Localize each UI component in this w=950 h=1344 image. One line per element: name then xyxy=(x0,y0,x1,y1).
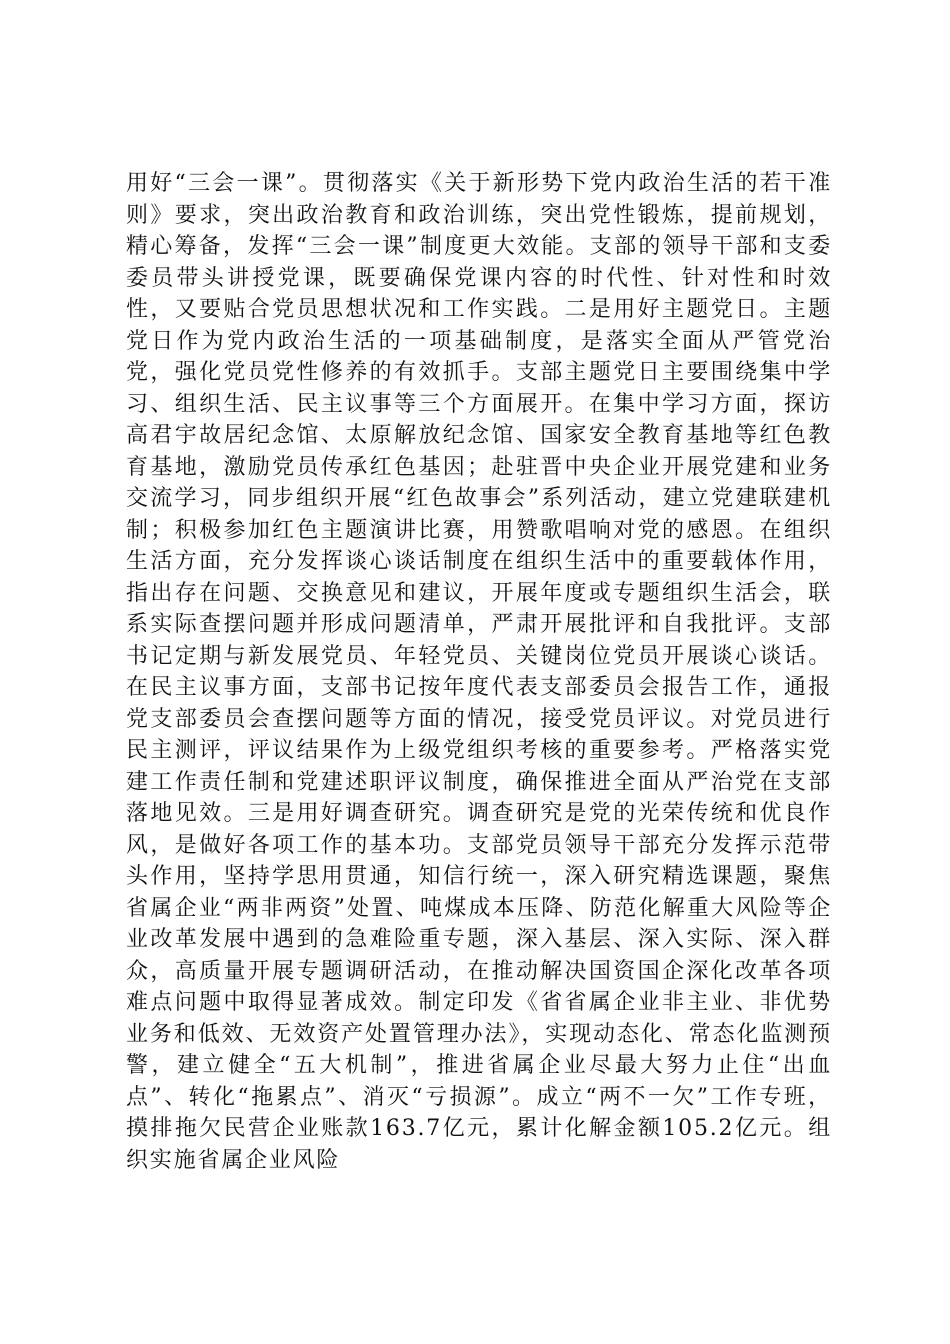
body-paragraph: 用好“三会一课”。贯彻落实《关于新形势下党内政治生活的若干准则》要求，突出政治教育和政治训练，突出党性锻炼，提前规划，精心筹备，发挥“三会一课”制度更大效能。支部的领导干部和支委委员带头讲授党课，既要确保党课内容的时代性、针对性和时效性，又要贴合党员思想状况和工作实践。二是用好主题党日。主题党日作为党内政治生活的一项基础制度，是落实全面从严管党治党，强化党员党性修养的有效抓手。支部主题党日主要围绕集中学习、组织生活、民主议事等三个方面展开。在集中学习方面，探访高君宇故居纪念馆、太原解放纪念馆、国家安全教育基地等红色教育基地，激励党员传承红色基因；赴驻晋中央企业开展党建和业务交流学习，同步组织开展“红色故事会”系列活动，建立党建联建机制；积极参加红色主题演讲比赛，用赞歌唱响对党的感恩。在组织生活方面，充分发挥谈心谈话制度在组织生活中的重要载体作用，指出存在问题、交换意见和建议，开展年度或专题组织生活会，联系实际查摆问题并形成问题清单，严肃开展批评和自我批评。支部书记定期与新发展党员、年轻党员、关键岗位党员开展谈心谈话。在民主议事方面，支部书记按年度代表支部委员会报告工作，通报党支部委员会查摆问题等方面的情况，接受党员评议。对党员进行民主测评，评议结果作为上级党组织考核的重要参考。严格落实党建工作责任制和党建述职评议制度，确保推进全面从严治党在支部落地见效。三是用好调查研究。调查研究是党的光荣传统和优良作风，是做好各项工作的基本功。支部党员领导干部充分发挥示范带头作用，坚持学思用贯通，知信行统一，深入研究精选课题，聚焦省属企业“两非两资”处置、吨煤成本压降、防范化解重大风险等企业改革发展中遇到的急难险重专题，深入基层、深入实际、深入群众，高质量开展专题调研活动，在推动解决国资国企深化改革各项难点问题中取得显著成效。制定印发《省省属企业非主业、非优势业务和低效、无效资产处置管理办法》，实现动态化、常态化监测预警，建立健全“五大机制”，推进省属企业尽最大努力止住“出血点”、转化“拖累点”、消灭“亏损源”。成立“两不一欠”工作专班，摸排拖欠民营企业账款163.7亿元，累计化解金额105.2亿元。组织实施省属企业风险 xyxy=(126,171,832,1173)
